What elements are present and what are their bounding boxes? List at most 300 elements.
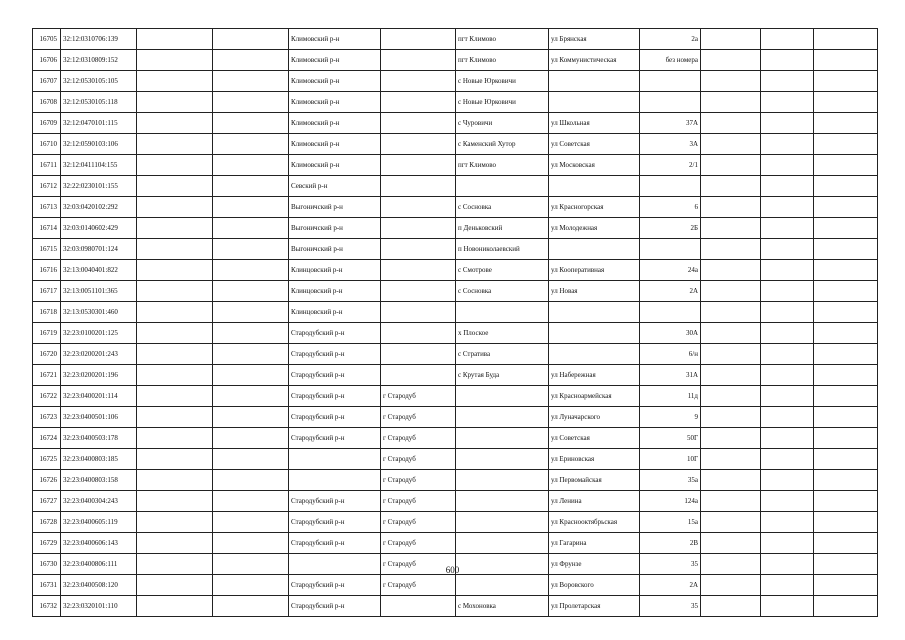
empty-cell-b — [213, 407, 289, 428]
empty-cell-d — [761, 134, 814, 155]
empty-cell-e — [814, 92, 878, 113]
empty-cell-c — [701, 50, 761, 71]
table-row — [33, 302, 878, 323]
settlement-cell — [456, 407, 549, 428]
empty-cell-c — [701, 71, 761, 92]
street-cell: ул Фрунзе — [549, 554, 640, 575]
row-number-cell: 16727 — [33, 491, 61, 512]
street-cell: ул Советская — [549, 428, 640, 449]
empty-cell-d — [761, 197, 814, 218]
empty-cell-e — [814, 239, 878, 260]
district-cell: Стародубский р-н — [289, 533, 381, 554]
district-cell: Климовский р-н — [289, 29, 381, 50]
empty-cell-a — [137, 575, 213, 596]
empty-cell-c — [701, 218, 761, 239]
cadastral-number-cell: 32:23:0400503:178 — [61, 428, 137, 449]
street-cell — [549, 323, 640, 344]
street-cell: ул Красноармейская — [549, 386, 640, 407]
empty-cell-a — [137, 50, 213, 71]
empty-cell-d — [761, 386, 814, 407]
empty-cell-a — [137, 491, 213, 512]
table-row — [33, 449, 878, 470]
empty-cell-c — [701, 113, 761, 134]
house-number-cell: 30А — [640, 323, 701, 344]
empty-cell-a — [137, 197, 213, 218]
empty-cell-b — [213, 323, 289, 344]
cadastral-number-cell: 32:23:0400304:243 — [61, 491, 137, 512]
empty-cell-d — [761, 470, 814, 491]
empty-cell-a — [137, 281, 213, 302]
empty-cell-a — [137, 344, 213, 365]
empty-cell-d — [761, 260, 814, 281]
row-number-cell: 16723 — [33, 407, 61, 428]
empty-cell-b — [213, 344, 289, 365]
table-row — [33, 575, 878, 596]
row-number-cell: 16725 — [33, 449, 61, 470]
district-cell: Климовский р-н — [289, 92, 381, 113]
row-number-cell: 16730 — [33, 554, 61, 575]
empty-cell-c — [701, 92, 761, 113]
city-cell: г Стародуб — [381, 449, 456, 470]
empty-cell-c — [701, 29, 761, 50]
house-number-cell: 10Г — [640, 449, 701, 470]
cadastral-number-cell: 32:13:0530301:460 — [61, 302, 137, 323]
empty-cell-d — [761, 491, 814, 512]
empty-cell-c — [701, 449, 761, 470]
settlement-cell: пгт Климово — [456, 50, 549, 71]
street-cell: ул Пролетарская — [549, 596, 640, 617]
empty-cell-e — [814, 113, 878, 134]
table-row — [33, 365, 878, 386]
empty-cell-c — [701, 239, 761, 260]
table-row — [33, 512, 878, 533]
settlement-cell: с Смотрове — [456, 260, 549, 281]
empty-cell-c — [701, 596, 761, 617]
empty-cell-e — [814, 575, 878, 596]
house-number-cell — [640, 176, 701, 197]
cadastral-number-cell: 32:12:0530105:105 — [61, 71, 137, 92]
cadastral-number-cell: 32:23:0400508:120 — [61, 575, 137, 596]
empty-cell-b — [213, 281, 289, 302]
empty-cell-e — [814, 596, 878, 617]
city-cell — [381, 365, 456, 386]
empty-cell-b — [213, 218, 289, 239]
house-number-cell: 3А — [640, 134, 701, 155]
house-number-cell: 35 — [640, 554, 701, 575]
district-cell: Клинцовский р-н — [289, 260, 381, 281]
house-number-cell — [640, 239, 701, 260]
empty-cell-a — [137, 407, 213, 428]
city-cell: г Стародуб — [381, 407, 456, 428]
empty-cell-c — [701, 533, 761, 554]
settlement-cell — [456, 470, 549, 491]
empty-cell-b — [213, 428, 289, 449]
empty-cell-c — [701, 386, 761, 407]
page-number: 600 — [445, 565, 460, 575]
empty-cell-b — [213, 470, 289, 491]
cadastral-number-cell: 32:23:0400606:143 — [61, 533, 137, 554]
empty-cell-e — [814, 176, 878, 197]
row-number-cell: 16728 — [33, 512, 61, 533]
district-cell: Стародубский р-н — [289, 491, 381, 512]
district-cell: Стародубский р-н — [289, 575, 381, 596]
district-cell — [289, 470, 381, 491]
empty-cell-b — [213, 512, 289, 533]
city-cell: г Стародуб — [381, 554, 456, 575]
empty-cell-e — [814, 344, 878, 365]
row-number-cell: 16708 — [33, 92, 61, 113]
table-row — [33, 596, 878, 617]
empty-cell-b — [213, 386, 289, 407]
cadastral-number-cell: 32:12:0530105:118 — [61, 92, 137, 113]
empty-cell-b — [213, 260, 289, 281]
city-cell: г Стародуб — [381, 512, 456, 533]
street-cell: ул Воровского — [549, 575, 640, 596]
settlement-cell: с Каменский Хутор — [456, 134, 549, 155]
street-cell: ул Луначарского — [549, 407, 640, 428]
empty-cell-e — [814, 134, 878, 155]
table-row — [33, 260, 878, 281]
settlement-cell: х Плоское — [456, 323, 549, 344]
empty-cell-a — [137, 533, 213, 554]
street-cell: ул Красноoктябрьская — [549, 512, 640, 533]
row-number-cell: 16706 — [33, 50, 61, 71]
district-cell: Климовский р-н — [289, 50, 381, 71]
cadastral-number-cell: 32:23:0400501:106 — [61, 407, 137, 428]
empty-cell-d — [761, 533, 814, 554]
cadastral-number-cell: 32:23:0100201:125 — [61, 323, 137, 344]
empty-cell-d — [761, 71, 814, 92]
cadastral-number-cell: 32:23:0320101:110 — [61, 596, 137, 617]
empty-cell-d — [761, 407, 814, 428]
empty-cell-b — [213, 50, 289, 71]
street-cell: ул Школьная — [549, 113, 640, 134]
empty-cell-d — [761, 365, 814, 386]
empty-cell-c — [701, 176, 761, 197]
row-number-cell: 16726 — [33, 470, 61, 491]
house-number-cell: 15а — [640, 512, 701, 533]
house-number-cell: 2/1 — [640, 155, 701, 176]
row-number-cell: 16724 — [33, 428, 61, 449]
settlement-cell: с Новые Юрковичи — [456, 92, 549, 113]
empty-cell-e — [814, 491, 878, 512]
empty-cell-c — [701, 302, 761, 323]
street-cell: ул Ленина — [549, 491, 640, 512]
city-cell — [381, 218, 456, 239]
house-number-cell: 35 — [640, 596, 701, 617]
empty-cell-e — [814, 365, 878, 386]
street-cell: ул Коммунистическая — [549, 50, 640, 71]
empty-cell-b — [213, 491, 289, 512]
empty-cell-a — [137, 218, 213, 239]
city-cell — [381, 92, 456, 113]
empty-cell-c — [701, 281, 761, 302]
table-row — [33, 407, 878, 428]
city-cell — [381, 302, 456, 323]
empty-cell-c — [701, 512, 761, 533]
cadastral-number-cell: 32:23:0200201:243 — [61, 344, 137, 365]
settlement-cell — [456, 575, 549, 596]
empty-cell-b — [213, 239, 289, 260]
cadastral-number-cell: 32:23:0400605:119 — [61, 512, 137, 533]
empty-cell-d — [761, 218, 814, 239]
district-cell: Выгоничский р-н — [289, 218, 381, 239]
street-cell: ул Набережная — [549, 365, 640, 386]
empty-cell-d — [761, 113, 814, 134]
district-cell: Стародубский р-н — [289, 365, 381, 386]
settlement-cell: с Новые Юрковичи — [456, 71, 549, 92]
property-table — [32, 28, 878, 617]
settlement-cell: с Чуровичи — [456, 113, 549, 134]
city-cell — [381, 596, 456, 617]
row-number-cell: 16712 — [33, 176, 61, 197]
house-number-cell: 9 — [640, 407, 701, 428]
street-cell: ул Кооперативная — [549, 260, 640, 281]
row-number-cell: 16720 — [33, 344, 61, 365]
empty-cell-e — [814, 155, 878, 176]
empty-cell-c — [701, 155, 761, 176]
street-cell — [549, 71, 640, 92]
empty-cell-e — [814, 29, 878, 50]
row-number-cell: 16715 — [33, 239, 61, 260]
empty-cell-a — [137, 596, 213, 617]
empty-cell-d — [761, 92, 814, 113]
street-cell — [549, 239, 640, 260]
cadastral-number-cell: 32:12:0590103:106 — [61, 134, 137, 155]
empty-cell-d — [761, 344, 814, 365]
empty-cell-d — [761, 155, 814, 176]
empty-cell-b — [213, 197, 289, 218]
empty-cell-a — [137, 176, 213, 197]
empty-cell-d — [761, 428, 814, 449]
table-row — [33, 344, 878, 365]
empty-cell-a — [137, 113, 213, 134]
table-row — [33, 197, 878, 218]
house-number-cell — [640, 92, 701, 113]
empty-cell-c — [701, 134, 761, 155]
settlement-cell — [456, 386, 549, 407]
district-cell: Климовский р-н — [289, 113, 381, 134]
empty-cell-c — [701, 428, 761, 449]
empty-cell-a — [137, 365, 213, 386]
empty-cell-e — [814, 281, 878, 302]
empty-cell-e — [814, 512, 878, 533]
empty-cell-e — [814, 470, 878, 491]
city-cell — [381, 260, 456, 281]
empty-cell-c — [701, 197, 761, 218]
city-cell — [381, 29, 456, 50]
city-cell: г Стародуб — [381, 491, 456, 512]
empty-cell-e — [814, 428, 878, 449]
settlement-cell: с Крутая Буда — [456, 365, 549, 386]
table-row — [33, 533, 878, 554]
street-cell: ул Ериновская — [549, 449, 640, 470]
empty-cell-d — [761, 239, 814, 260]
row-number-cell: 16709 — [33, 113, 61, 134]
row-number-cell: 16714 — [33, 218, 61, 239]
empty-cell-e — [814, 260, 878, 281]
district-cell: Выгоничский р-н — [289, 239, 381, 260]
empty-cell-b — [213, 365, 289, 386]
district-cell: Стародубский р-н — [289, 512, 381, 533]
table-row — [33, 428, 878, 449]
empty-cell-e — [814, 71, 878, 92]
empty-cell-a — [137, 92, 213, 113]
row-number-cell: 16717 — [33, 281, 61, 302]
cadastral-number-cell: 32:13:0051101:365 — [61, 281, 137, 302]
empty-cell-b — [213, 29, 289, 50]
row-number-cell: 16719 — [33, 323, 61, 344]
row-number-cell: 16710 — [33, 134, 61, 155]
street-cell: ул Гагарина — [549, 533, 640, 554]
empty-cell-a — [137, 449, 213, 470]
empty-cell-c — [701, 491, 761, 512]
table-row — [33, 218, 878, 239]
cadastral-number-cell: 32:23:0400803:185 — [61, 449, 137, 470]
table-row — [33, 491, 878, 512]
empty-cell-e — [814, 302, 878, 323]
table-row — [33, 50, 878, 71]
table-row — [33, 176, 878, 197]
empty-cell-e — [814, 323, 878, 344]
house-number-cell: 2В — [640, 533, 701, 554]
city-cell — [381, 176, 456, 197]
house-number-cell: 124а — [640, 491, 701, 512]
empty-cell-b — [213, 155, 289, 176]
city-cell: г Стародуб — [381, 428, 456, 449]
table-row — [33, 29, 878, 50]
district-cell: Климовский р-н — [289, 71, 381, 92]
empty-cell-b — [213, 533, 289, 554]
city-cell: г Стародуб — [381, 575, 456, 596]
empty-cell-a — [137, 386, 213, 407]
row-number-cell: 16713 — [33, 197, 61, 218]
empty-cell-a — [137, 134, 213, 155]
city-cell: г Стародуб — [381, 533, 456, 554]
empty-cell-d — [761, 176, 814, 197]
city-cell — [381, 281, 456, 302]
district-cell — [289, 449, 381, 470]
district-cell: Стародубский р-н — [289, 596, 381, 617]
empty-cell-e — [814, 386, 878, 407]
house-number-cell: без номера — [640, 50, 701, 71]
row-number-cell: 16731 — [33, 575, 61, 596]
row-number-cell: 16711 — [33, 155, 61, 176]
table-row — [33, 239, 878, 260]
empty-cell-b — [213, 302, 289, 323]
settlement-cell — [456, 428, 549, 449]
district-cell: Стародубский р-н — [289, 344, 381, 365]
settlement-cell: п Новониколаевский — [456, 239, 549, 260]
empty-cell-d — [761, 302, 814, 323]
table-row — [33, 323, 878, 344]
row-number-cell: 16705 — [33, 29, 61, 50]
empty-cell-b — [213, 71, 289, 92]
cadastral-number-cell: 32:03:0420102:292 — [61, 197, 137, 218]
table-row — [33, 155, 878, 176]
district-cell: Климовский р-н — [289, 155, 381, 176]
empty-cell-b — [213, 113, 289, 134]
street-cell — [549, 302, 640, 323]
city-cell — [381, 50, 456, 71]
cadastral-number-cell: 32:12:0310706:139 — [61, 29, 137, 50]
empty-cell-a — [137, 29, 213, 50]
table-row — [33, 386, 878, 407]
settlement-cell — [456, 512, 549, 533]
empty-cell-d — [761, 449, 814, 470]
empty-cell-e — [814, 407, 878, 428]
street-cell — [549, 176, 640, 197]
house-number-cell: 11д — [640, 386, 701, 407]
settlement-cell — [456, 176, 549, 197]
settlement-cell: пгт Климово — [456, 155, 549, 176]
empty-cell-c — [701, 407, 761, 428]
cadastral-number-cell: 32:12:0310809:152 — [61, 50, 137, 71]
settlement-cell: п Деньковский — [456, 218, 549, 239]
house-number-cell: 31А — [640, 365, 701, 386]
house-number-cell: 2А — [640, 281, 701, 302]
cadastral-number-cell: 32:13:0040401:822 — [61, 260, 137, 281]
house-number-cell — [640, 71, 701, 92]
district-cell: Выгоничский р-н — [289, 197, 381, 218]
row-number-cell: 16716 — [33, 260, 61, 281]
empty-cell-e — [814, 533, 878, 554]
city-cell — [381, 323, 456, 344]
settlement-cell — [456, 491, 549, 512]
empty-cell-c — [701, 365, 761, 386]
settlement-cell — [456, 302, 549, 323]
empty-cell-a — [137, 239, 213, 260]
settlement-cell: с Сосновка — [456, 281, 549, 302]
empty-cell-c — [701, 470, 761, 491]
city-cell — [381, 71, 456, 92]
cadastral-number-cell: 32:23:0400806:111 — [61, 554, 137, 575]
city-cell — [381, 113, 456, 134]
city-cell — [381, 344, 456, 365]
settlement-cell — [456, 449, 549, 470]
row-number-cell: 16732 — [33, 596, 61, 617]
row-number-cell: 16721 — [33, 365, 61, 386]
row-number-cell: 16729 — [33, 533, 61, 554]
cadastral-number-cell: 32:23:0200201:196 — [61, 365, 137, 386]
empty-cell-a — [137, 260, 213, 281]
empty-cell-c — [701, 575, 761, 596]
city-cell: г Стародуб — [381, 386, 456, 407]
table-row — [33, 470, 878, 491]
empty-cell-a — [137, 71, 213, 92]
street-cell: ул Первомайская — [549, 470, 640, 491]
table-body — [33, 29, 878, 617]
empty-cell-a — [137, 302, 213, 323]
settlement-cell: с Стратива — [456, 344, 549, 365]
empty-cell-e — [814, 50, 878, 71]
cadastral-number-cell: 32:23:0400803:158 — [61, 470, 137, 491]
row-number-cell: 16707 — [33, 71, 61, 92]
house-number-cell: 2а — [640, 29, 701, 50]
cadastral-number-cell: 32:03:0140602:429 — [61, 218, 137, 239]
cadastral-number-cell: 32:12:0470101:115 — [61, 113, 137, 134]
settlement-cell: с Сосновка — [456, 197, 549, 218]
street-cell: ул Брянская — [549, 29, 640, 50]
district-cell: Климовский р-н — [289, 134, 381, 155]
empty-cell-a — [137, 470, 213, 491]
empty-cell-d — [761, 323, 814, 344]
district-cell: Севский р-н — [289, 176, 381, 197]
empty-cell-d — [761, 512, 814, 533]
city-cell — [381, 155, 456, 176]
empty-cell-a — [137, 155, 213, 176]
cadastral-number-cell: 32:03:0980701:124 — [61, 239, 137, 260]
